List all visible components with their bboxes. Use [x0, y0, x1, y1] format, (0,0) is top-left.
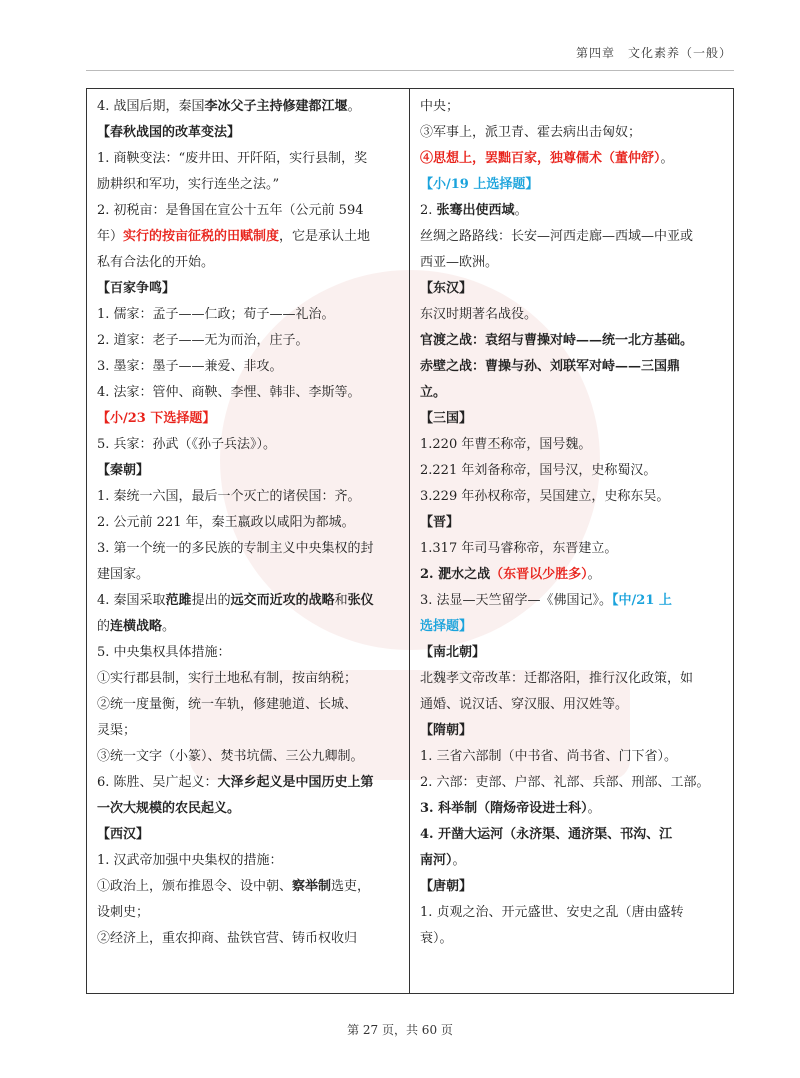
- text-segment: （东晋以少胜多）: [490, 567, 588, 582]
- text-segment: 。: [452, 853, 466, 868]
- text-segment: 6. 陈胜、吴广起义：: [97, 775, 218, 790]
- left-line: [97, 510, 399, 536]
- text-segment: ，它是承认土地: [279, 229, 371, 244]
- text-segment: 3.229 年孙权称帝，吴国建立，史称东吴。: [420, 489, 670, 504]
- left-line: [97, 406, 399, 432]
- text-segment: 【唐朝】: [420, 879, 473, 894]
- text-segment: 2.221 年刘备称帝，国号汉，史称蜀汉。: [420, 463, 657, 478]
- right-line: [420, 354, 723, 380]
- text-segment: 2. 淝水之战: [420, 567, 491, 582]
- text-segment: 。: [660, 151, 674, 166]
- text-segment: 远交而近攻的战略: [230, 593, 335, 608]
- text-segment: 大泽乡起义是中国历史上第: [217, 775, 374, 790]
- left-line: [97, 666, 399, 692]
- left-line: [97, 354, 399, 380]
- left-line: [97, 328, 399, 354]
- left-line: [97, 848, 399, 874]
- text-segment: 【小/19 上选择题】: [420, 177, 539, 192]
- text-segment: 【小/23 下选择题】: [97, 411, 216, 426]
- right-line: [420, 484, 723, 510]
- left-line: [97, 900, 399, 926]
- text-segment: ④思想上，罢黜百家，独尊儒术（董仲舒）: [420, 151, 661, 166]
- right-line: [420, 692, 723, 718]
- text-segment: 2. 公元前 221 年，秦王嬴政以咸阳为都城。: [97, 515, 355, 530]
- left-line: [97, 614, 399, 640]
- right-line: [420, 198, 723, 224]
- text-segment: 官渡之战：袁绍与曹操对峙——统一北方基础。: [420, 333, 694, 348]
- text-segment: 3. 墨家：墨子——兼爱、非攻。: [97, 359, 283, 374]
- right-line: [420, 822, 723, 848]
- right-line: [420, 224, 723, 250]
- header-rule: [86, 70, 734, 71]
- left-line: [97, 484, 399, 510]
- text-segment: 灵渠；: [97, 723, 137, 738]
- text-segment: 中央；: [420, 99, 460, 114]
- text-segment: 4. 法家：管仲、商鞅、李悝、韩非、李斯等。: [97, 385, 361, 400]
- right-line: [420, 536, 723, 562]
- text-segment: 立。: [420, 385, 447, 400]
- left-line: [97, 562, 399, 588]
- text-segment: 和: [334, 593, 348, 608]
- right-line: [420, 588, 723, 614]
- text-segment: 1. 汉武帝加强中央集权的措施：: [97, 853, 283, 868]
- text-segment: 励耕织和军功，实行连坐之法。”: [97, 177, 280, 192]
- text-segment: 【三国】: [420, 411, 473, 426]
- left-line: [97, 744, 399, 770]
- text-segment: 3. 第一个统一的多民族的专制主义中央集权的封: [97, 541, 374, 556]
- left-line: [97, 718, 399, 744]
- text-segment: 【晋】: [420, 515, 460, 530]
- text-segment: 西亚—欧洲。: [420, 255, 499, 270]
- text-segment: 张仪: [347, 593, 374, 608]
- text-segment: 察举制: [292, 879, 332, 894]
- text-segment: 选吏，: [331, 879, 371, 894]
- text-segment: 4. 战国后期，秦国: [97, 99, 205, 114]
- text-segment: 建国家。: [97, 567, 150, 582]
- right-line: [420, 510, 723, 536]
- text-segment: 。: [162, 619, 176, 634]
- right-line: [420, 848, 723, 874]
- text-segment: 1.220 年曹丕称帝，国号魏。: [420, 437, 592, 452]
- right-line: [420, 926, 723, 952]
- right-column: [410, 89, 733, 993]
- left-line: [97, 926, 399, 952]
- text-segment: ①政治上，颁布推恩令、设中朝、: [97, 879, 293, 894]
- text-segment: 私有合法化的开始。: [97, 255, 215, 270]
- text-segment: 李冰父子主持修建都江堰: [204, 99, 348, 114]
- right-line: [420, 380, 723, 406]
- text-segment: 的: [97, 619, 111, 634]
- text-segment: 实行的按亩征税的田赋制度: [123, 229, 280, 244]
- text-segment: 1.317 年司马睿称帝，东晋建立。: [420, 541, 618, 556]
- text-segment: 【春秋战国的改革变法】: [97, 125, 241, 140]
- right-line: [420, 94, 723, 120]
- text-segment: 东汉时期著名战役。: [420, 307, 538, 322]
- chapter-header: 第四章 文化素养（一般）: [575, 46, 732, 60]
- left-line: [97, 120, 399, 146]
- text-segment: 3. 法显—天竺留学—《佛国记》。: [420, 593, 613, 608]
- right-line: [420, 432, 723, 458]
- right-line: [420, 640, 723, 666]
- text-segment: 【西汉】: [97, 827, 150, 842]
- text-segment: 1. 秦统一六国，最后一个灭亡的诸侯国：齐。: [97, 489, 361, 504]
- text-segment: 张骞出使西域: [436, 203, 515, 218]
- text-segment: 【东汉】: [420, 281, 473, 296]
- right-line: [420, 302, 723, 328]
- left-line: [97, 198, 399, 224]
- text-segment: 一次大规模的农民起义。: [97, 801, 241, 816]
- left-line: [97, 276, 399, 302]
- right-line: [420, 406, 723, 432]
- page-number: 第 27 页，共 60 页: [347, 1023, 453, 1037]
- text-segment: ③统一文字（小篆）、焚书坑儒、三公九卿制。: [97, 749, 364, 764]
- text-segment: 3. 科举制（隋炀帝设进士科）: [420, 801, 588, 816]
- left-line: [97, 822, 399, 848]
- left-line: [97, 692, 399, 718]
- text-segment: 范雎: [165, 593, 192, 608]
- text-segment: ③军事上，派卫青、霍去病出击匈奴；: [420, 125, 642, 140]
- left-line: [97, 172, 399, 198]
- right-line: [420, 562, 723, 588]
- content-table: [86, 88, 734, 994]
- right-line: [420, 744, 723, 770]
- text-segment: 丝绸之路路线：长安—河西走廊—西域—中亚或: [420, 229, 694, 244]
- text-segment: 赤壁之战：曹操与孙、刘联军对峙——三国鼎: [420, 359, 681, 374]
- text-segment: 。: [587, 801, 601, 816]
- text-segment: 。: [347, 99, 361, 114]
- right-line: [420, 718, 723, 744]
- left-line: [97, 94, 399, 120]
- left-line: [97, 640, 399, 666]
- text-segment: 。: [514, 203, 528, 218]
- left-line: [97, 432, 399, 458]
- right-line: [420, 146, 723, 172]
- text-segment: 2.: [420, 203, 437, 218]
- right-line: [420, 770, 723, 796]
- left-line: [97, 302, 399, 328]
- text-segment: 年）: [97, 229, 124, 244]
- text-segment: 南河）: [420, 853, 453, 868]
- right-line: [420, 172, 723, 198]
- left-line: [97, 250, 399, 276]
- right-line: [420, 328, 723, 354]
- left-line: [97, 146, 399, 172]
- text-segment: 1. 商鞅变法：“废井田、开阡陌，实行县制，奖: [97, 151, 368, 166]
- text-segment: 【百家争鸣】: [97, 281, 176, 296]
- text-segment: 设刺史；: [97, 905, 150, 920]
- left-line: [97, 536, 399, 562]
- right-line: [420, 796, 723, 822]
- right-line: [420, 900, 723, 926]
- text-segment: 【南北朝】: [420, 645, 486, 660]
- text-segment: 1. 贞观之治、开元盛世、安史之乱（唐由盛转: [420, 905, 684, 920]
- text-segment: 5. 兵家：孙武（《孙子兵法》）。: [97, 437, 277, 452]
- left-line: [97, 380, 399, 406]
- text-segment: 5. 中央集权具体措施：: [97, 645, 231, 660]
- right-line: [420, 458, 723, 484]
- text-segment: 4. 秦国采取: [97, 593, 166, 608]
- text-segment: 通婚、说汉话、穿汉服、用汉姓等。: [420, 697, 629, 712]
- text-segment: 连横战略: [110, 619, 163, 634]
- text-segment: 【中/21 上: [612, 593, 672, 608]
- text-segment: 北魏孝文帝改革：迁都洛阳，推行汉化政策，如: [420, 671, 694, 686]
- right-line: [420, 276, 723, 302]
- text-segment: 提出的: [191, 593, 231, 608]
- text-segment: 1. 三省六部制（中书省、尚书省、门下省）。: [420, 749, 678, 764]
- text-segment: 2. 道家：老子——无为而治，庄子。: [97, 333, 309, 348]
- text-segment: 1. 儒家：孟子——仁政；荀子——礼治。: [97, 307, 335, 322]
- text-segment: 。: [587, 567, 601, 582]
- left-line: [97, 224, 399, 250]
- text-segment: 2. 初税亩：是鲁国在宣公十五年（公元前 594: [97, 203, 364, 218]
- right-line: [420, 874, 723, 900]
- left-line: [97, 874, 399, 900]
- left-line: [97, 796, 399, 822]
- text-segment: 衰）。: [420, 931, 453, 946]
- text-segment: 选择题】: [420, 619, 473, 634]
- text-segment: 2. 六部：吏部、户部、礼部、兵部、刑部、工部。: [420, 775, 710, 790]
- text-segment: ①实行郡县制，实行土地私有制，按亩纳税；: [97, 671, 358, 686]
- right-line: [420, 614, 723, 640]
- text-segment: ②经济上，重农抑商、盐铁官营、铸币权收归: [97, 931, 358, 946]
- right-line: [420, 250, 723, 276]
- text-segment: 【秦朝】: [97, 463, 150, 478]
- text-segment: 4. 开凿大运河（永济渠、通济渠、邗沟、江: [420, 827, 673, 842]
- text-segment: ②统一度量衡，统一车轨，修建驰道、长城、: [97, 697, 358, 712]
- text-segment: 【隋朝】: [420, 723, 473, 738]
- left-line: [97, 588, 399, 614]
- right-line: [420, 666, 723, 692]
- left-line: [97, 458, 399, 484]
- left-line: [97, 770, 399, 796]
- right-line: [420, 120, 723, 146]
- left-column: [87, 89, 410, 993]
